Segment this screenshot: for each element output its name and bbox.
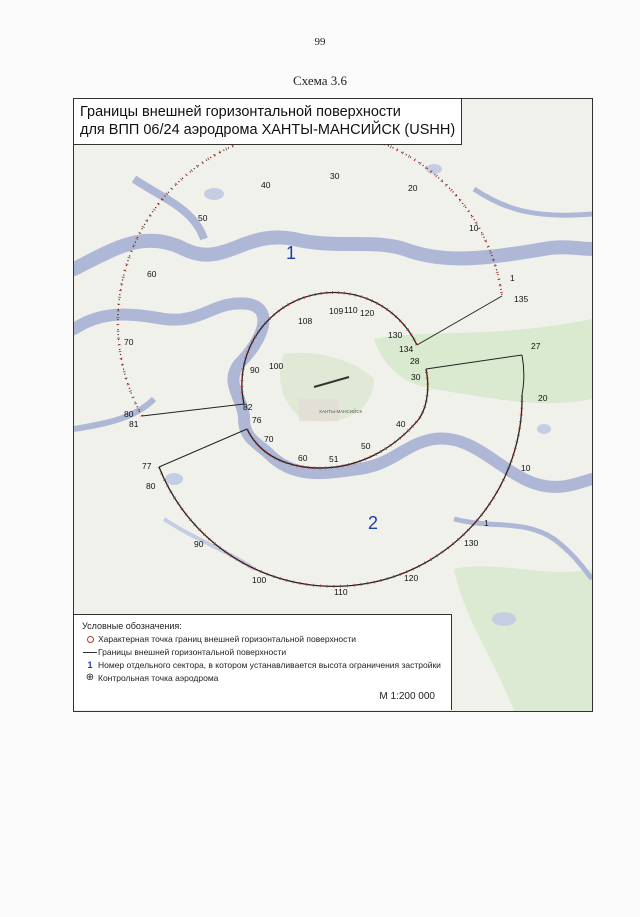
boundary-point-label: 70 [124, 337, 134, 347]
boundary-point-label: 10 [521, 463, 531, 473]
boundary-point-label: 130 [388, 330, 403, 340]
scheme-caption: Схема 3.6 [292, 73, 348, 88]
boundary-point-label: 40 [396, 419, 406, 429]
boundary-point-label: 1 [484, 518, 489, 528]
sector-number: 2 [368, 513, 379, 533]
boundary-point-label: 110 [344, 305, 358, 315]
map-frame [73, 98, 593, 712]
lake [492, 612, 516, 626]
boundary-point-label: 80 [124, 409, 134, 419]
boundary-point-label: 120 [360, 308, 375, 318]
map-title-line-1: Границы внешней горизонтальной поверхности [80, 104, 401, 120]
boundary-point-label: 10 [469, 223, 479, 233]
lake [165, 473, 183, 485]
boundary-point-label: 81 [129, 419, 139, 429]
map-legend [74, 614, 452, 710]
boundary-point-label: 80 [146, 481, 156, 491]
legend-item [82, 660, 443, 670]
boundary-point-label: 20 [538, 393, 548, 403]
boundary-point-label: 100 [269, 361, 284, 371]
boundary-point-label: 1 [510, 273, 515, 283]
boundary-point-label: 110 [334, 587, 348, 597]
town-label: ХАНТЫ-МАНСИЙСК [319, 409, 363, 414]
legend-item-text: Номер отдельного сектора, в котором устанавливается высота ограничения застройки [98, 660, 441, 670]
boundary-point-label: 60 [298, 453, 308, 463]
boundary-point-label: 77 [142, 461, 152, 471]
boundary-point-label: 28 [410, 356, 420, 366]
boundary-line-icon [83, 652, 97, 653]
boundary-point-label: 50 [361, 441, 371, 451]
legend-item [82, 673, 443, 683]
map-scale: М 1:200 000 [379, 691, 435, 702]
boundary-point-label: 30 [330, 171, 340, 181]
boundary-point-label: 90 [250, 365, 260, 375]
map-title [74, 99, 462, 145]
page-number: 99 [314, 36, 326, 48]
sector-number-icon: 1 [87, 660, 93, 670]
boundary-point-label: 108 [298, 316, 313, 326]
lake [204, 188, 224, 200]
boundary-point-label: 135 [514, 294, 529, 304]
boundary-point-label: 82 [243, 402, 253, 412]
map-title-line-2: для ВПП 06/24 аэродрома ХАНТЫ-МАНСИЙСК (USHH) [80, 122, 456, 138]
boundary-point-icon [87, 636, 94, 643]
legend-item-text: Характерная точка границ внешней горизонтальной поверхности [98, 634, 357, 644]
boundary-point-label: 50 [198, 213, 208, 223]
lake [426, 164, 442, 174]
boundary-point-label: 109 [329, 306, 344, 316]
legend-item-text: Границы внешней горизонтальной поверхности [98, 647, 287, 657]
boundary-point-label: 60 [147, 269, 157, 279]
boundary-point-label: 120 [404, 573, 419, 583]
boundary-point-label: 70 [264, 434, 274, 444]
legend-item-text: Контрольная точка аэродрома [98, 673, 219, 683]
legend-item [82, 647, 443, 657]
boundary-point-label: 30 [411, 372, 421, 382]
lake [537, 424, 551, 434]
boundary-point-label: 51 [329, 454, 339, 464]
boundary-point-label: 40 [261, 180, 271, 190]
boundary-point-label: 27 [531, 341, 541, 351]
boundary-point-label: 130 [464, 538, 479, 548]
sector-number: 1 [286, 243, 297, 263]
boundary-point-label: 20 [408, 183, 418, 193]
boundary-point-label: 100 [252, 575, 267, 585]
legend-title: Условные обозначения: [82, 621, 182, 631]
legend-item [82, 634, 443, 644]
aerodrome-reference-point-icon: ⊕ [85, 672, 95, 683]
boundary-point-label: 134 [399, 344, 414, 354]
boundary-point-label: 76 [252, 415, 262, 425]
boundary-point-label: 90 [194, 539, 204, 549]
